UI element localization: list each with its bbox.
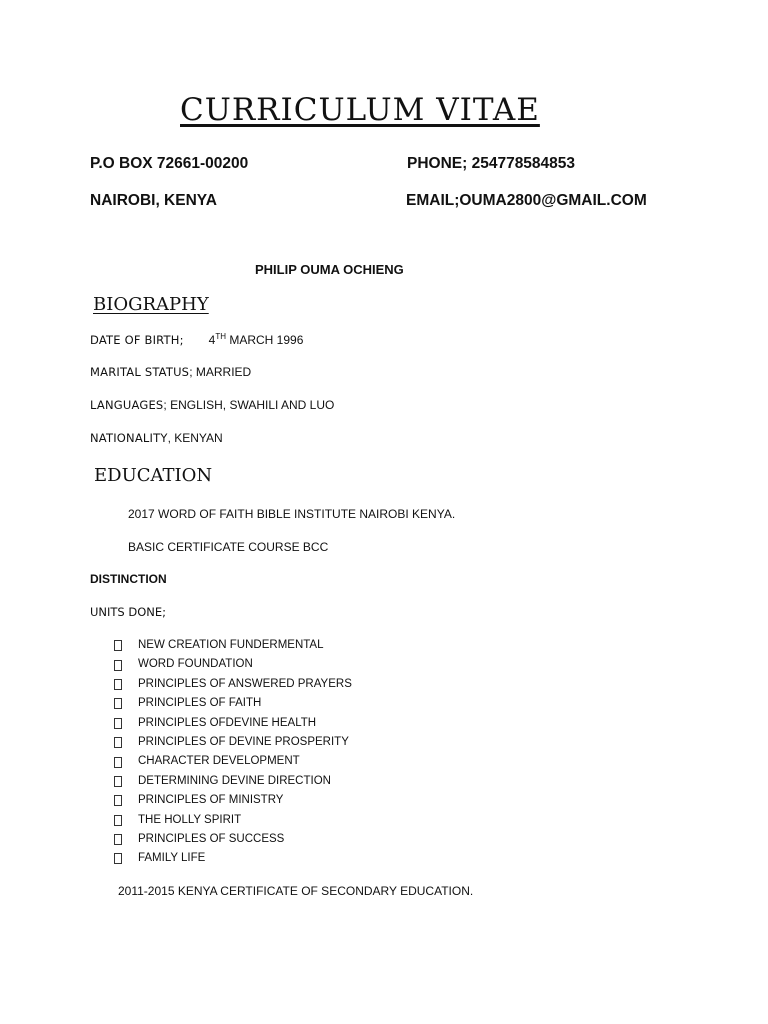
marital-value: ; MARRIED [189,365,252,379]
po-box: P.O BOX 72661-00200 [90,155,249,172]
dob-suffix: TH [215,332,227,341]
dob-row [90,332,303,347]
email: EMAIL;OUMA2800@GMAIL.COM [406,192,647,209]
dob-label: DATE OF BIRTH; [90,333,184,348]
languages-row [90,398,334,412]
units-list [113,636,352,869]
list-item: FAMILY LIFE [113,849,352,868]
page-title: CURRICULUM VITAE [180,92,540,128]
bullet-icon [114,737,122,748]
nationality-row [90,431,223,445]
distinction: DISTINCTION [90,572,167,586]
dob-day: 4 [208,333,216,348]
units-label: UNITS DONE; [90,605,167,619]
list-item: CHARACTER DEVELOPMENT [113,752,352,771]
education-heading: EDUCATION [94,465,213,486]
education-line-2: BASIC CERTIFICATE COURSE BCC [128,540,329,554]
phone: PHONE; 254778584853 [407,155,576,172]
marital-row [90,365,251,379]
biography-heading: BIOGRAPHY [93,294,209,315]
full-name: PHILIP OUMA OCHIENG [255,262,404,277]
languages-label: LANGUAGES [90,398,164,412]
bullet-icon [114,776,122,787]
education-line-1: 2017 WORD OF FAITH BIBLE INSTITUTE NAIROBI KENYA. [128,507,456,521]
secondary-education: 2011-2015 KENYA CERTIFICATE OF SECONDARY EDUCATION. [118,884,474,898]
bullet-icon [114,834,122,845]
list-item: PRINCIPLES OF FAITH [113,694,352,713]
marital-label: MARITAL STATUS [90,365,190,379]
list-item: WORD FOUNDATION [113,655,352,674]
bullet-icon [114,640,122,651]
list-item: PRINCIPLES OF ANSWERED PRAYERS [113,675,352,694]
list-item: DETERMINING DEVINE DIRECTION [113,772,352,791]
bullet-icon [114,757,122,768]
bullet-icon [114,795,122,806]
languages-value: ; ENGLISH, SWAHILI AND LUO [163,398,335,412]
dob-rest: MARCH 1996 [226,333,304,348]
bullet-icon [114,698,122,709]
list-item: PRINCIPLES OF SUCCESS [113,830,352,849]
list-item: THE HOLLY SPIRIT [113,811,352,830]
bullet-icon [114,660,122,671]
list-item: PRINCIPLES OF DEVINE PROSPERITY [113,733,352,752]
bullet-icon [114,718,122,729]
list-item: PRINCIPLES OFDEVINE HEALTH [113,714,352,733]
bullet-icon [114,679,122,690]
city: NAIROBI, KENYA [90,192,217,209]
nationality-label: NATIONALITY [90,431,168,445]
list-item: PRINCIPLES OF MINISTRY [113,791,352,810]
bullet-icon [114,815,122,826]
list-item: NEW CREATION FUNDERMENTAL [113,636,352,655]
bullet-icon [114,853,122,864]
nationality-value: , KENYAN [167,431,223,445]
